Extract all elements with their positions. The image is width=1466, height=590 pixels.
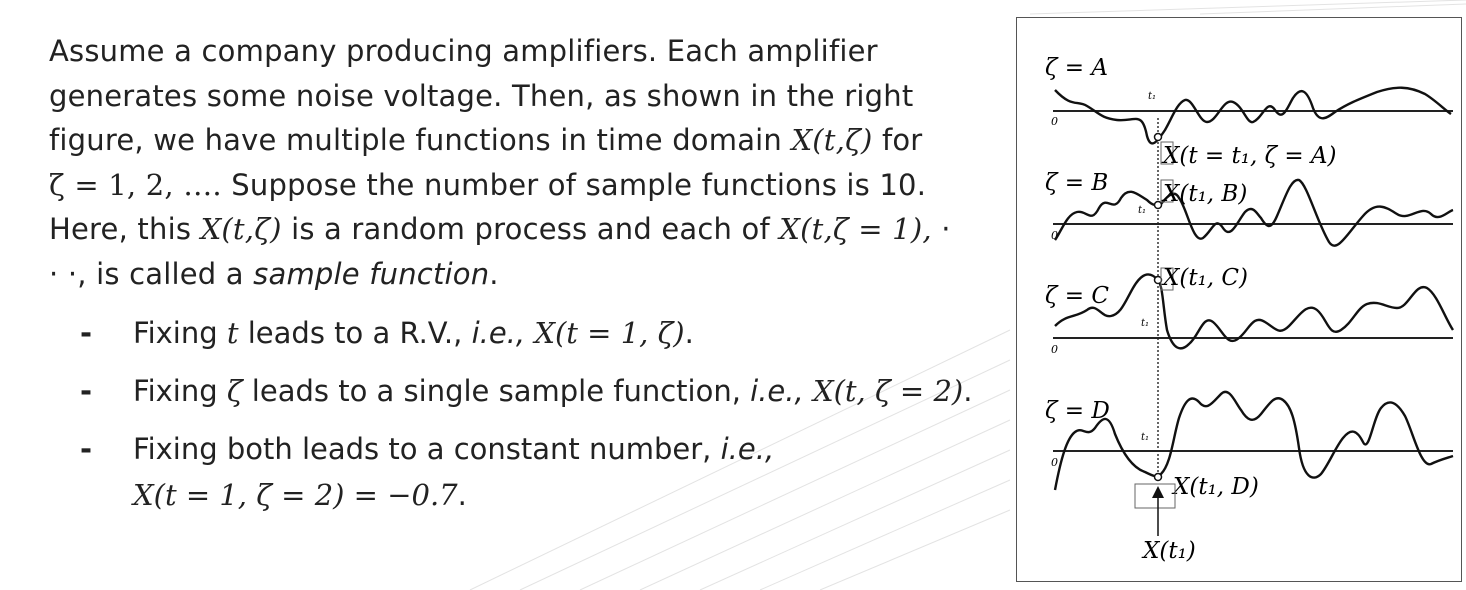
math-expression: X(t, ζ = 2) xyxy=(812,374,964,408)
para-text: Here, this xyxy=(49,212,192,246)
para-text: . xyxy=(489,256,499,291)
bullet-text-part: leads to a R.V., xyxy=(247,316,463,350)
para-text: · xyxy=(941,212,951,246)
bullet-text-part: . xyxy=(684,316,694,350)
sample-function-B xyxy=(1055,180,1453,246)
label-zeta-B: ζ = B xyxy=(1045,170,1109,196)
para-line-3 xyxy=(49,118,1014,163)
bullet-text-line-2 xyxy=(133,475,467,515)
sample-point-A xyxy=(1155,134,1162,141)
zero-label: 0 xyxy=(1051,456,1058,469)
annotation-A: X(t = t₁, ζ = A) xyxy=(1163,143,1337,169)
annotation-B: X(t₁, B) xyxy=(1163,181,1248,207)
para-text: figure, we have multiple functions in time domain xyxy=(49,123,783,157)
para-text: for xyxy=(881,123,923,157)
ie-abbrev: i.e., xyxy=(720,432,775,466)
para-line-4 xyxy=(49,163,1014,208)
zero-label: 0 xyxy=(1051,115,1058,128)
math-expression: X(t = 1, ζ) xyxy=(534,316,685,350)
bullet-text xyxy=(133,429,774,469)
math-X-t-zeta: X(t,ζ) xyxy=(200,212,282,246)
sample-point-B xyxy=(1155,202,1162,209)
para-line-2: generates some noise voltage. Then, as shown in the right xyxy=(49,78,914,113)
t1-tick-label: t₁ xyxy=(1148,91,1157,102)
para-line-6 xyxy=(49,252,1014,297)
ie-abbrev: i.e., xyxy=(750,374,804,408)
figure-canvas xyxy=(1017,18,1461,581)
math-X-t-zeta: X(t,ζ) xyxy=(791,123,873,157)
sample-function-term: sample function xyxy=(253,256,490,291)
label-zeta-A: ζ = A xyxy=(1045,55,1108,81)
ie-abbrev: i.e., xyxy=(471,316,526,350)
para-text: · ·, is called a xyxy=(49,256,244,291)
bullet-text-part: . xyxy=(963,374,973,408)
arrow-up-icon xyxy=(1152,486,1164,498)
math-zeta-range: ζ = 1, 2, …. xyxy=(49,167,222,202)
annotation-C: X(t₁, C) xyxy=(1163,265,1249,291)
sample-function-A xyxy=(1055,88,1451,144)
intro-paragraph xyxy=(49,29,1014,296)
bullet-text xyxy=(133,371,972,411)
sample-point-C xyxy=(1155,277,1162,284)
bullet-text-part: . xyxy=(457,478,467,512)
bullet-text-part: leads to a single sample function, xyxy=(251,374,741,408)
t1-tick-label: t₁ xyxy=(1138,205,1147,216)
math-X-zeta-1: X(t,ζ = 1), xyxy=(779,212,932,246)
bullet-text-part: Fixing xyxy=(133,316,218,350)
bullet-dash: - xyxy=(80,374,93,408)
t1-tick-label: t₁ xyxy=(1141,432,1150,443)
t1-tick-label: t₁ xyxy=(1141,318,1150,329)
zero-label: 0 xyxy=(1051,229,1058,242)
bullet-dash: - xyxy=(80,316,93,350)
math-expression: X(t = 1, ζ = 2) = −0.7 xyxy=(133,478,458,512)
annotation-X-t1: X(t₁) xyxy=(1143,538,1196,564)
math-zeta: ζ xyxy=(226,374,243,408)
bullet-text-part: Fixing xyxy=(133,374,218,408)
para-line-1: Assume a company producing amplifiers. Each amplifier xyxy=(49,34,878,68)
para-line-5 xyxy=(49,207,1014,252)
bullet-text-part: Fixing both leads to a constant number, xyxy=(133,432,712,466)
label-zeta-D: ζ = D xyxy=(1045,398,1110,424)
sample-functions-figure xyxy=(1016,17,1462,582)
zero-label: 0 xyxy=(1051,343,1058,356)
annotation-D: X(t₁, D) xyxy=(1173,474,1259,500)
sample-point-D xyxy=(1155,474,1162,481)
math-t: t xyxy=(226,316,239,350)
label-zeta-C: ζ = C xyxy=(1045,283,1109,309)
para-text: is a random process and each of xyxy=(291,212,770,246)
bullet-dash: - xyxy=(80,432,93,466)
para-text: Suppose the number of sample functions is 10. xyxy=(231,167,927,202)
bullet-text xyxy=(133,313,694,353)
